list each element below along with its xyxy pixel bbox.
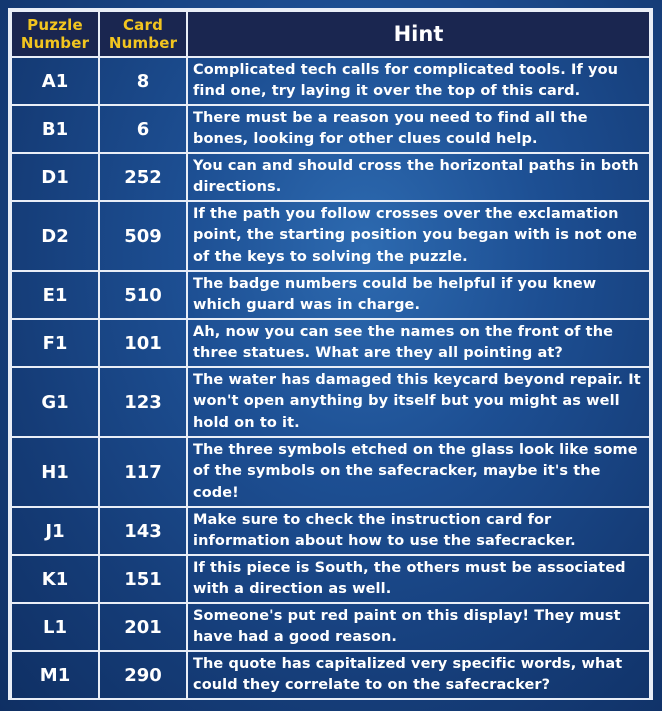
header-row bbox=[11, 11, 650, 57]
card-number-cell: 510 bbox=[99, 271, 187, 319]
puzzle-number-cell: D2 bbox=[11, 201, 99, 271]
table-row bbox=[11, 201, 650, 271]
puzzle-number-cell: H1 bbox=[11, 437, 99, 507]
card-number-cell: 509 bbox=[99, 201, 187, 271]
header-label: Number bbox=[108, 34, 178, 52]
card-number-cell: 151 bbox=[99, 555, 187, 603]
hint-cell: If the path you follow crosses over the exclamation point, the starting position you began with is not one of the keys to solving the puzzle. bbox=[187, 201, 650, 271]
table-row bbox=[11, 603, 650, 651]
hint-table bbox=[10, 10, 651, 700]
hint-cell: Someone's put red paint on this display! They must have had a good reason. bbox=[187, 603, 650, 651]
table-row bbox=[11, 57, 650, 105]
card-number-cell: 8 bbox=[99, 57, 187, 105]
puzzle-number-cell: E1 bbox=[11, 271, 99, 319]
puzzle-number-cell: G1 bbox=[11, 367, 99, 437]
puzzle-number-cell: B1 bbox=[11, 105, 99, 153]
table-row bbox=[11, 105, 650, 153]
hint-cell: Ah, now you can see the names on the front of the three statues. What are they all pointing at? bbox=[187, 319, 650, 367]
puzzle-number-cell: D1 bbox=[11, 153, 99, 201]
puzzle-number-cell: F1 bbox=[11, 319, 99, 367]
puzzle-number-header bbox=[11, 11, 99, 57]
hint-cell: There must be a reason you need to find all the bones, looking for other clues could help. bbox=[187, 105, 650, 153]
hint-cell: Make sure to check the instruction card for information about how to use the safecracker. bbox=[187, 507, 650, 555]
hint-header: Hint bbox=[187, 11, 650, 57]
table-row bbox=[11, 367, 650, 437]
puzzle-number-cell: K1 bbox=[11, 555, 99, 603]
hint-cell: Complicated tech calls for complicated tools. If you find one, try laying it over the top of this card. bbox=[187, 57, 650, 105]
hint-cell: The badge numbers could be helpful if you knew which guard was in charge. bbox=[187, 271, 650, 319]
hint-cell: The water has damaged this keycard beyond repair. It won't open anything by itself but you might as well hold on to it. bbox=[187, 367, 650, 437]
card-number-cell: 117 bbox=[99, 437, 187, 507]
puzzle-number-cell: J1 bbox=[11, 507, 99, 555]
card-number-header bbox=[99, 11, 187, 57]
hint-cell: The three symbols etched on the glass look like some of the symbols on the safecracker, maybe it's the code! bbox=[187, 437, 650, 507]
header-label: Puzzle bbox=[27, 16, 83, 34]
table-row bbox=[11, 651, 650, 699]
table-row bbox=[11, 271, 650, 319]
card-number-cell: 6 bbox=[99, 105, 187, 153]
table-row bbox=[11, 555, 650, 603]
hint-table-frame bbox=[8, 8, 653, 700]
card-number-cell: 123 bbox=[99, 367, 187, 437]
table-row bbox=[11, 153, 650, 201]
card-number-cell: 252 bbox=[99, 153, 187, 201]
hint-cell: You can and should cross the horizontal paths in both directions. bbox=[187, 153, 650, 201]
header-label: Card bbox=[122, 16, 164, 34]
puzzle-number-cell: M1 bbox=[11, 651, 99, 699]
puzzle-number-cell: L1 bbox=[11, 603, 99, 651]
card-number-cell: 101 bbox=[99, 319, 187, 367]
card-number-cell: 290 bbox=[99, 651, 187, 699]
card-number-cell: 201 bbox=[99, 603, 187, 651]
puzzle-number-cell: A1 bbox=[11, 57, 99, 105]
card-number-cell: 143 bbox=[99, 507, 187, 555]
hint-cell: If this piece is South, the others must be associated with a direction as well. bbox=[187, 555, 650, 603]
hint-cell: The quote has capitalized very specific words, what could they correlate to on the safecracker? bbox=[187, 651, 650, 699]
header-label: Number bbox=[20, 34, 90, 52]
table-row bbox=[11, 437, 650, 507]
table-row bbox=[11, 507, 650, 555]
table-row bbox=[11, 319, 650, 367]
